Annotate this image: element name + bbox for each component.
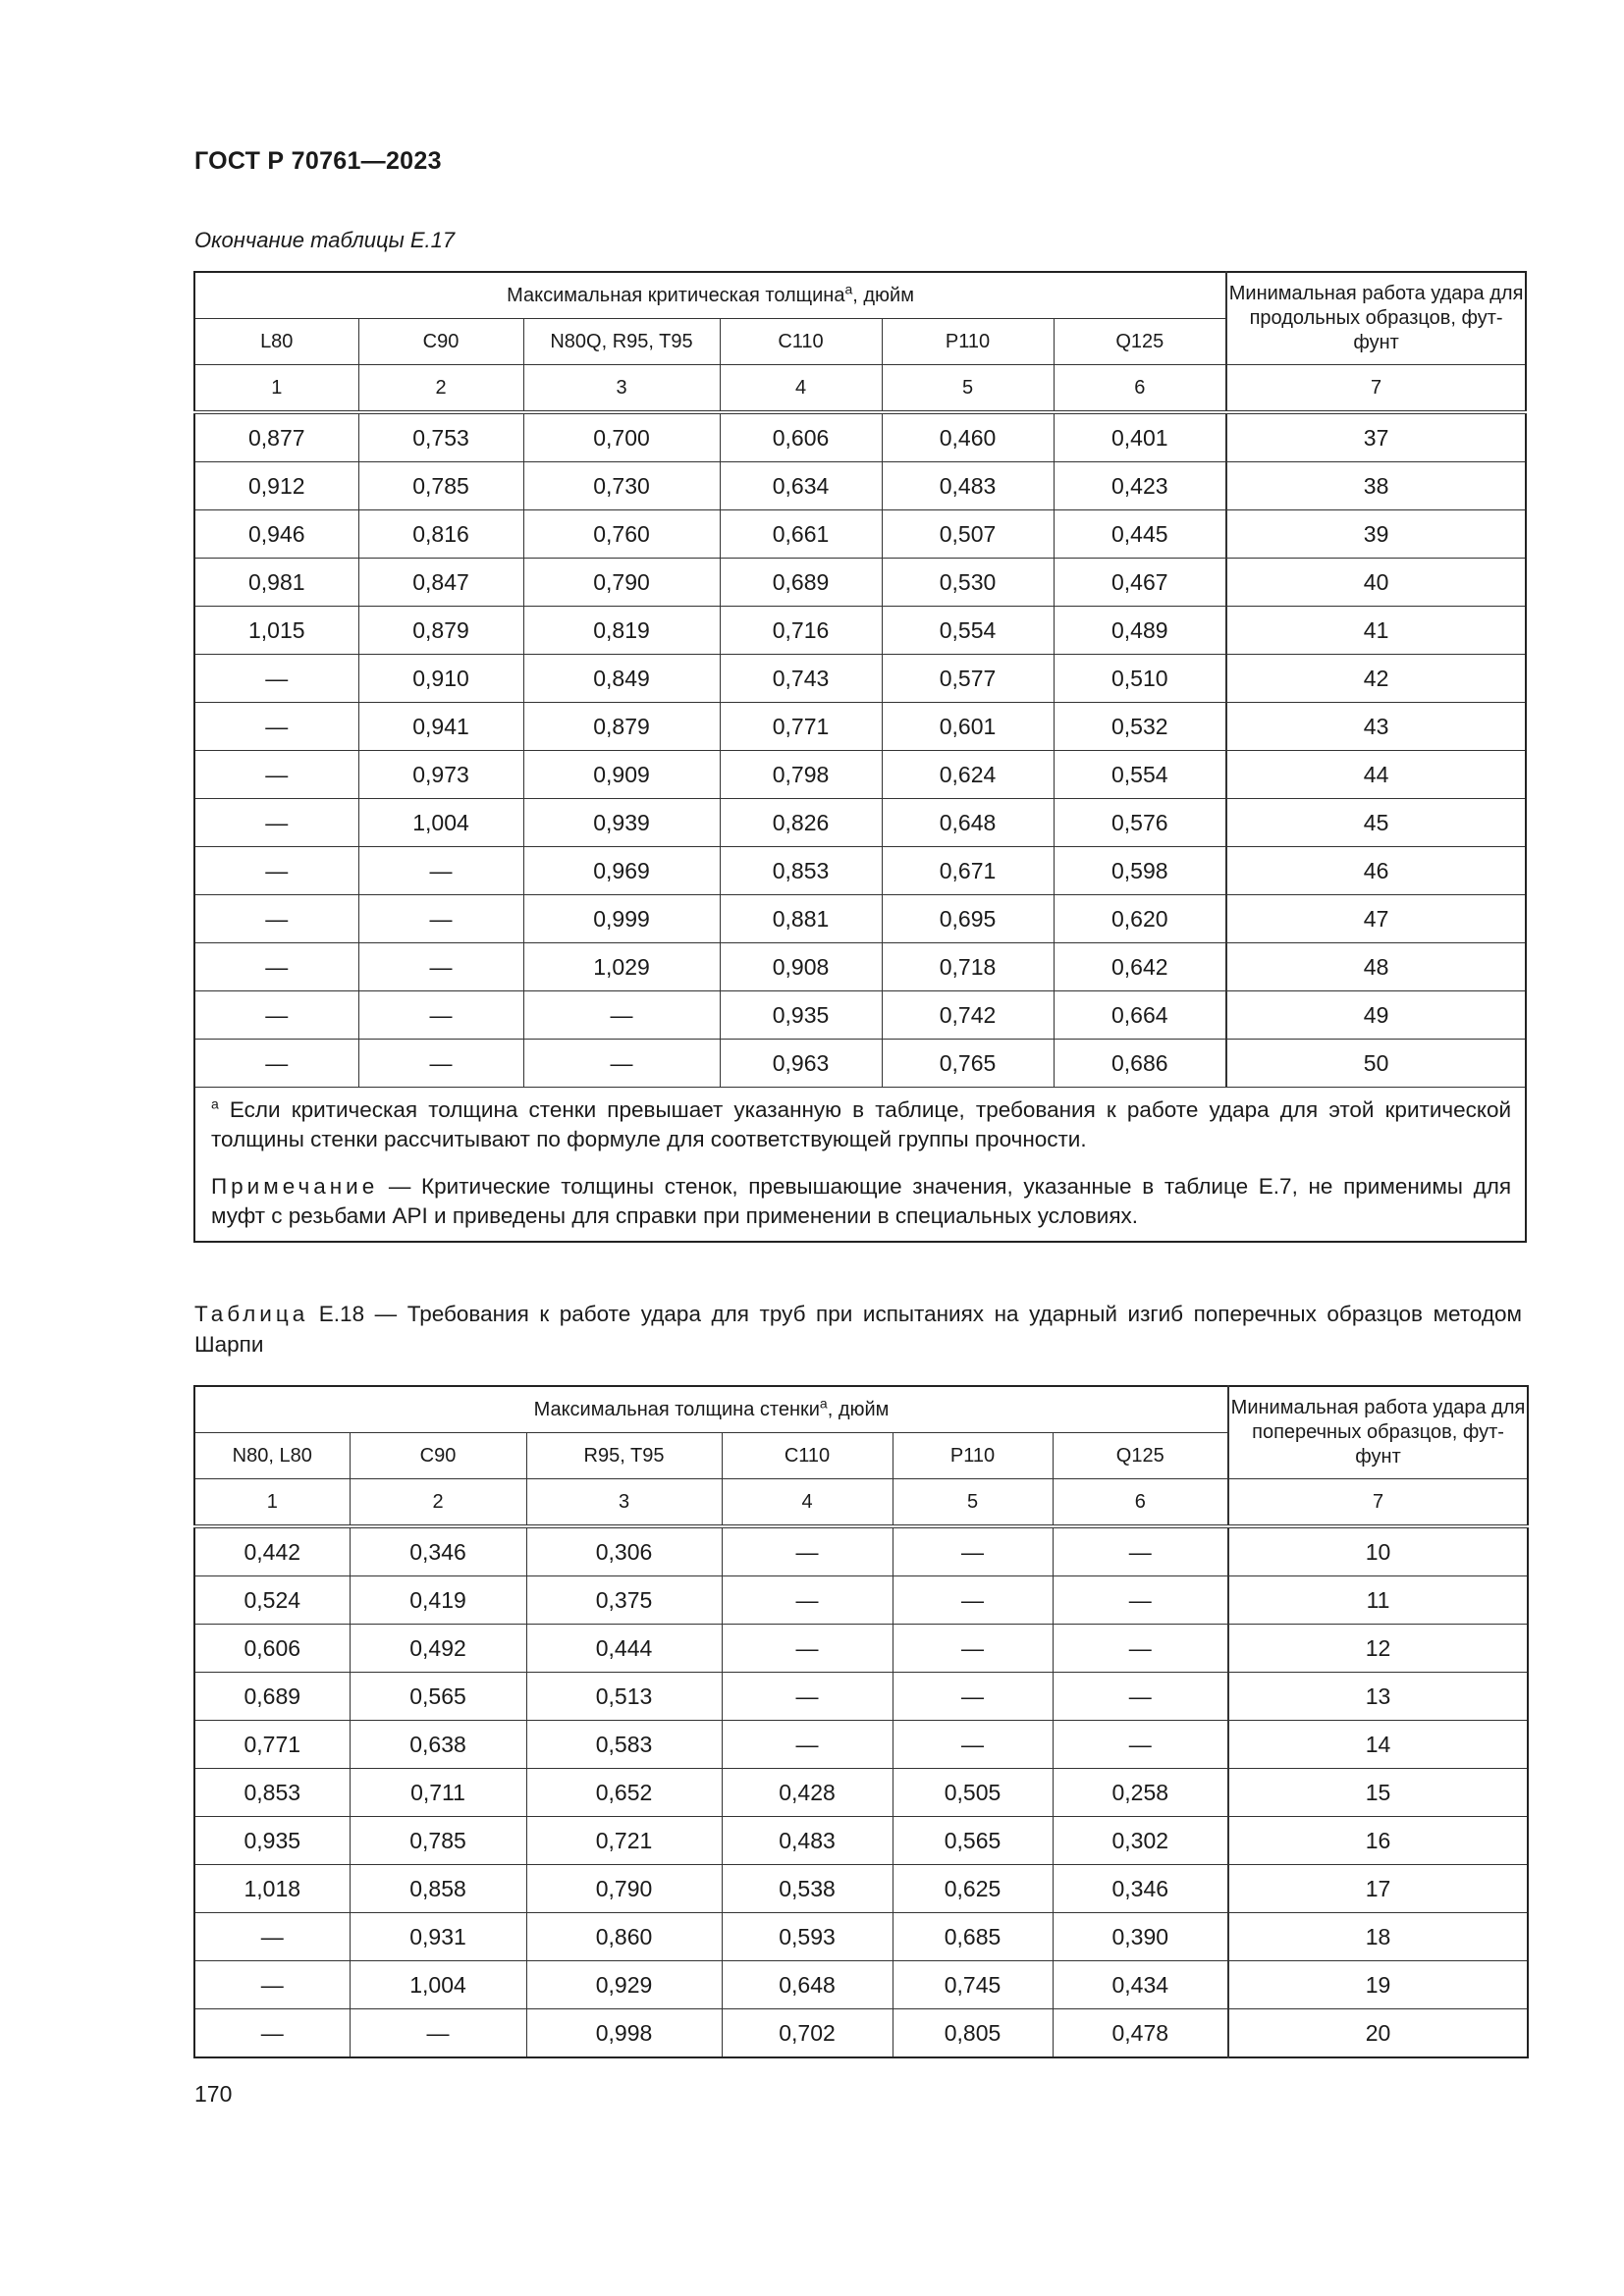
table-cell: 0,998	[526, 2009, 722, 2058]
column-header: N80, L80	[194, 1433, 350, 1479]
table-cell: 0,505	[893, 1769, 1053, 1817]
table-cell: 0,620	[1054, 895, 1226, 943]
table-cell: 0,790	[523, 559, 720, 607]
table-cell: 0,638	[350, 1721, 526, 1769]
table-cell: 0,346	[1053, 1865, 1228, 1913]
table-cell: 0,401	[1054, 412, 1226, 462]
table-cell: 0,785	[358, 462, 523, 510]
table-cell: 0,790	[526, 1865, 722, 1913]
table-cell: 0,853	[194, 1769, 350, 1817]
table-cell: 0,606	[720, 412, 882, 462]
table-cell: 0,816	[358, 510, 523, 559]
table-cell: 44	[1226, 751, 1526, 799]
table-row	[194, 559, 1526, 607]
table-cell: 0,760	[523, 510, 720, 559]
table-cell: 0,935	[720, 991, 882, 1040]
table-row	[194, 1625, 1528, 1673]
column-number: 1	[194, 1479, 350, 1527]
table-cell: —	[722, 1526, 893, 1576]
table-row	[194, 412, 1526, 462]
table-continuation-caption: Окончание таблицы Е.17	[194, 228, 456, 252]
table-row	[194, 1865, 1528, 1913]
table-cell: 0,577	[882, 655, 1054, 703]
table-cell: 0,648	[722, 1961, 893, 2009]
table-cell: —	[194, 1961, 350, 2009]
table-cell: 0,445	[1054, 510, 1226, 559]
table-cell: 0,302	[1053, 1817, 1228, 1865]
table-cell: 15	[1228, 1769, 1528, 1817]
table-cell: 0,879	[523, 703, 720, 751]
table-cell: 0,686	[1054, 1040, 1226, 1088]
table-row	[194, 847, 1526, 895]
table-cell: 45	[1226, 799, 1526, 847]
table-row	[194, 943, 1526, 991]
table-cell: 0,483	[882, 462, 1054, 510]
table-cell: 0,346	[350, 1526, 526, 1576]
table-cell: 0,492	[350, 1625, 526, 1673]
table-cell: 0,606	[194, 1625, 350, 1673]
table-cell: —	[1053, 1576, 1228, 1625]
table-cell: 0,745	[893, 1961, 1053, 2009]
column-header: P110	[882, 319, 1054, 365]
table-row	[194, 991, 1526, 1040]
table-cell: 40	[1226, 559, 1526, 607]
table-cell: —	[350, 2009, 526, 2058]
table-cell: 14	[1228, 1721, 1528, 1769]
table-cell: 1,018	[194, 1865, 350, 1913]
table-cell: 0,879	[358, 607, 523, 655]
table-row	[194, 655, 1526, 703]
table-cell: 0,881	[720, 895, 882, 943]
table-cell: 0,929	[526, 1961, 722, 2009]
table-cell: 0,939	[523, 799, 720, 847]
footnote-text: Если критическая толщина стенки превышает указанную в таблице, требования к работе удара для этой критической толщины стенки рассчитывают по формуле для соответствующей группы прочности.	[211, 1097, 1512, 1151]
table-cell: —	[194, 991, 358, 1040]
table-row	[194, 1040, 1526, 1088]
table-cell: 0,532	[1054, 703, 1226, 751]
table-cell: 39	[1226, 510, 1526, 559]
table-cell: 0,753	[358, 412, 523, 462]
note-text: — Критические толщины стенок, превышающие значения, указанные в таблице Е.7, не применимы для муфт с резьбами API и приведены для справки при применении в специальных условиях.	[211, 1174, 1512, 1228]
table-cell: 0,999	[523, 895, 720, 943]
table-cell: 0,785	[350, 1817, 526, 1865]
table-cell: 0,826	[720, 799, 882, 847]
table-cell: 0,510	[1054, 655, 1226, 703]
table-cell: 0,598	[1054, 847, 1226, 895]
table-row	[194, 1721, 1528, 1769]
table-cell: 0,483	[722, 1817, 893, 1865]
table-cell: 0,583	[526, 1721, 722, 1769]
table-cell: 0,652	[526, 1769, 722, 1817]
table-cell: —	[722, 1576, 893, 1625]
table-cell: 0,963	[720, 1040, 882, 1088]
table-cell: —	[194, 703, 358, 751]
table-row	[194, 462, 1526, 510]
group-header: Максимальная критическая толщина$^a$, дюйм	[194, 272, 1226, 319]
group-header: Максимальная толщина стенки$^a$, дюйм	[194, 1386, 1228, 1433]
table-cell: 0,593	[722, 1913, 893, 1961]
table-cell: —	[722, 1721, 893, 1769]
table-cell: 0,565	[893, 1817, 1053, 1865]
table-cell: 43	[1226, 703, 1526, 751]
table-cell: 0,941	[358, 703, 523, 751]
table-cell: 0,981	[194, 559, 358, 607]
table-cell: —	[893, 1526, 1053, 1576]
column-number: 1	[194, 365, 358, 413]
table-cell: —	[194, 943, 358, 991]
column-number: 6	[1054, 365, 1226, 413]
footnote	[211, 1095, 1511, 1154]
table-row	[194, 895, 1526, 943]
table-cell: 20	[1228, 2009, 1528, 2058]
table-cell: 0,819	[523, 607, 720, 655]
document-code: ГОСТ Р 70761—2023	[194, 147, 442, 175]
table-title-label: Таблица	[194, 1302, 309, 1326]
table-cell: 0,554	[882, 607, 1054, 655]
column-number: 4	[722, 1479, 893, 1527]
page-number: 170	[194, 2081, 233, 2107]
table-cell: —	[722, 1625, 893, 1673]
column-number: 5	[893, 1479, 1053, 1527]
table-cell: 0,634	[720, 462, 882, 510]
table-cell: 1,004	[358, 799, 523, 847]
table-cell: 0,625	[893, 1865, 1053, 1913]
column-header: C110	[722, 1433, 893, 1479]
table-cell: 0,853	[720, 847, 882, 895]
table-cell: 0,973	[358, 751, 523, 799]
table-cell: 0,935	[194, 1817, 350, 1865]
table-title-text: Е.18 — Требования к работе удара для труб при испытаниях на ударный изгиб поперечных образцов методом Шарпи	[194, 1302, 1522, 1357]
column-number: 2	[358, 365, 523, 413]
table-row	[194, 1769, 1528, 1817]
table-cell: 42	[1226, 655, 1526, 703]
table-cell: 0,419	[350, 1576, 526, 1625]
table-cell: 0,258	[1053, 1769, 1228, 1817]
table-cell: 0,601	[882, 703, 1054, 751]
table-cell: 1,004	[350, 1961, 526, 2009]
table-cell: 0,444	[526, 1625, 722, 1673]
table-cell: 0,390	[1053, 1913, 1228, 1961]
min-impact-work-header: Минимальная работа удара для поперечных образцов, фут-фунт	[1228, 1386, 1528, 1479]
table-cell: —	[722, 1673, 893, 1721]
column-header: N80Q, R95, T95	[523, 319, 720, 365]
table-cell: —	[893, 1721, 1053, 1769]
note	[211, 1172, 1511, 1231]
table-cell: 0,908	[720, 943, 882, 991]
table-e17	[193, 271, 1527, 1243]
table-cell: 11	[1228, 1576, 1528, 1625]
column-header: C90	[350, 1433, 526, 1479]
table-cell: 13	[1228, 1673, 1528, 1721]
table-cell: 0,721	[526, 1817, 722, 1865]
table-cell: 0,847	[358, 559, 523, 607]
table-cell: —	[194, 2009, 350, 2058]
table-row	[194, 751, 1526, 799]
table-cell: 16	[1228, 1817, 1528, 1865]
table-cell: 0,507	[882, 510, 1054, 559]
table-cell: 0,642	[1054, 943, 1226, 991]
table-cell: 0,467	[1054, 559, 1226, 607]
table-cell: 0,877	[194, 412, 358, 462]
table-cell: 0,743	[720, 655, 882, 703]
table-row	[194, 1576, 1528, 1625]
table-cell: 0,489	[1054, 607, 1226, 655]
column-header: R95, T95	[526, 1433, 722, 1479]
table-cell: —	[893, 1625, 1053, 1673]
min-impact-work-header: Минимальная работа удара для продольных образцов, фут-фунт	[1226, 272, 1526, 365]
table-cell: 0,530	[882, 559, 1054, 607]
table-cell: 0,428	[722, 1769, 893, 1817]
table-cell: 0,434	[1053, 1961, 1228, 2009]
table-cell: 1,015	[194, 607, 358, 655]
table-cell: 0,716	[720, 607, 882, 655]
column-number: 7	[1226, 365, 1526, 413]
table-cell: —	[358, 847, 523, 895]
table-cell: —	[194, 799, 358, 847]
table-cell: 0,689	[194, 1673, 350, 1721]
table-cell: 0,565	[350, 1673, 526, 1721]
table-cell: 0,423	[1054, 462, 1226, 510]
table-cell: 0,771	[194, 1721, 350, 1769]
column-number: 5	[882, 365, 1054, 413]
table-cell: 47	[1226, 895, 1526, 943]
table-cell: 0,624	[882, 751, 1054, 799]
column-header: Q125	[1053, 1433, 1228, 1479]
table-cell: 48	[1226, 943, 1526, 991]
table-cell: 0,860	[526, 1913, 722, 1961]
table-e18	[193, 1385, 1529, 2058]
table-cell: —	[1053, 1673, 1228, 1721]
table-cell: 0,661	[720, 510, 882, 559]
column-header: P110	[893, 1433, 1053, 1479]
table-cell: 0,554	[1054, 751, 1226, 799]
table-cell: 0,478	[1053, 2009, 1228, 2058]
column-header: C110	[720, 319, 882, 365]
table-cell: 0,375	[526, 1576, 722, 1625]
column-header: L80	[194, 319, 358, 365]
table-cell: 1,029	[523, 943, 720, 991]
table-cell: 0,664	[1054, 991, 1226, 1040]
table-cell: 19	[1228, 1961, 1528, 2009]
table-row	[194, 2009, 1528, 2058]
table-cell: 0,460	[882, 412, 1054, 462]
table-cell: —	[358, 895, 523, 943]
column-header: Q125	[1054, 319, 1226, 365]
column-header: C90	[358, 319, 523, 365]
table-cell: 0,576	[1054, 799, 1226, 847]
table-cell: 0,524	[194, 1576, 350, 1625]
table-row	[194, 510, 1526, 559]
table-cell: —	[194, 1913, 350, 1961]
table-cell: 49	[1226, 991, 1526, 1040]
table-cell: 0,805	[893, 2009, 1053, 2058]
table-cell: —	[194, 1040, 358, 1088]
table-cell: 0,969	[523, 847, 720, 895]
table-cell: 0,849	[523, 655, 720, 703]
table-cell: 0,910	[358, 655, 523, 703]
column-number: 2	[350, 1479, 526, 1527]
table-cell: 37	[1226, 412, 1526, 462]
table-row	[194, 1961, 1528, 2009]
table-cell: 0,718	[882, 943, 1054, 991]
table-row	[194, 1526, 1528, 1576]
table-cell: —	[194, 751, 358, 799]
table-row	[194, 799, 1526, 847]
table-e18-title	[194, 1299, 1522, 1360]
table-cell: 0,513	[526, 1673, 722, 1721]
table-row	[194, 703, 1526, 751]
table-cell: —	[194, 655, 358, 703]
table-cell: —	[194, 847, 358, 895]
table-cell: 46	[1226, 847, 1526, 895]
table-cell: 0,858	[350, 1865, 526, 1913]
table-cell: —	[194, 895, 358, 943]
table-cell: 38	[1226, 462, 1526, 510]
table-cell: 17	[1228, 1865, 1528, 1913]
column-number: 3	[523, 365, 720, 413]
table-cell: —	[893, 1673, 1053, 1721]
table-cell: 0,798	[720, 751, 882, 799]
table-cell: 0,306	[526, 1526, 722, 1576]
table-cell: —	[358, 991, 523, 1040]
table-cell: 50	[1226, 1040, 1526, 1088]
table-cell: 0,685	[893, 1913, 1053, 1961]
table-footnotes	[194, 1088, 1526, 1243]
table-cell: 0,771	[720, 703, 882, 751]
table-cell: 0,702	[722, 2009, 893, 2058]
table-cell: —	[1053, 1625, 1228, 1673]
table-cell: —	[893, 1576, 1053, 1625]
table-cell: 0,742	[882, 991, 1054, 1040]
table-cell: —	[1053, 1721, 1228, 1769]
note-label: Примечание	[211, 1174, 379, 1199]
table-row	[194, 1673, 1528, 1721]
table-cell: 12	[1228, 1625, 1528, 1673]
table-cell: —	[1053, 1526, 1228, 1576]
table-cell: 18	[1228, 1913, 1528, 1961]
table-cell: —	[523, 1040, 720, 1088]
footnote-marker: a	[211, 1095, 219, 1112]
table-cell: 0,695	[882, 895, 1054, 943]
column-number: 6	[1053, 1479, 1228, 1527]
column-number: 7	[1228, 1479, 1528, 1527]
table-row	[194, 607, 1526, 655]
table-cell: —	[358, 1040, 523, 1088]
table-cell: 0,765	[882, 1040, 1054, 1088]
table-cell: 0,912	[194, 462, 358, 510]
table-cell: 0,931	[350, 1913, 526, 1961]
table-cell: 0,648	[882, 799, 1054, 847]
table-row	[194, 1913, 1528, 1961]
table-cell: 0,442	[194, 1526, 350, 1576]
table-cell: 10	[1228, 1526, 1528, 1576]
table-cell: 0,671	[882, 847, 1054, 895]
table-cell: 0,700	[523, 412, 720, 462]
column-number: 4	[720, 365, 882, 413]
table-cell: 0,909	[523, 751, 720, 799]
table-cell: 41	[1226, 607, 1526, 655]
table-cell: 0,730	[523, 462, 720, 510]
table-cell: 0,538	[722, 1865, 893, 1913]
table-cell: 0,946	[194, 510, 358, 559]
table-cell: 0,711	[350, 1769, 526, 1817]
table-row	[194, 1817, 1528, 1865]
column-number: 3	[526, 1479, 722, 1527]
table-cell: —	[523, 991, 720, 1040]
table-cell: —	[358, 943, 523, 991]
table-cell: 0,689	[720, 559, 882, 607]
